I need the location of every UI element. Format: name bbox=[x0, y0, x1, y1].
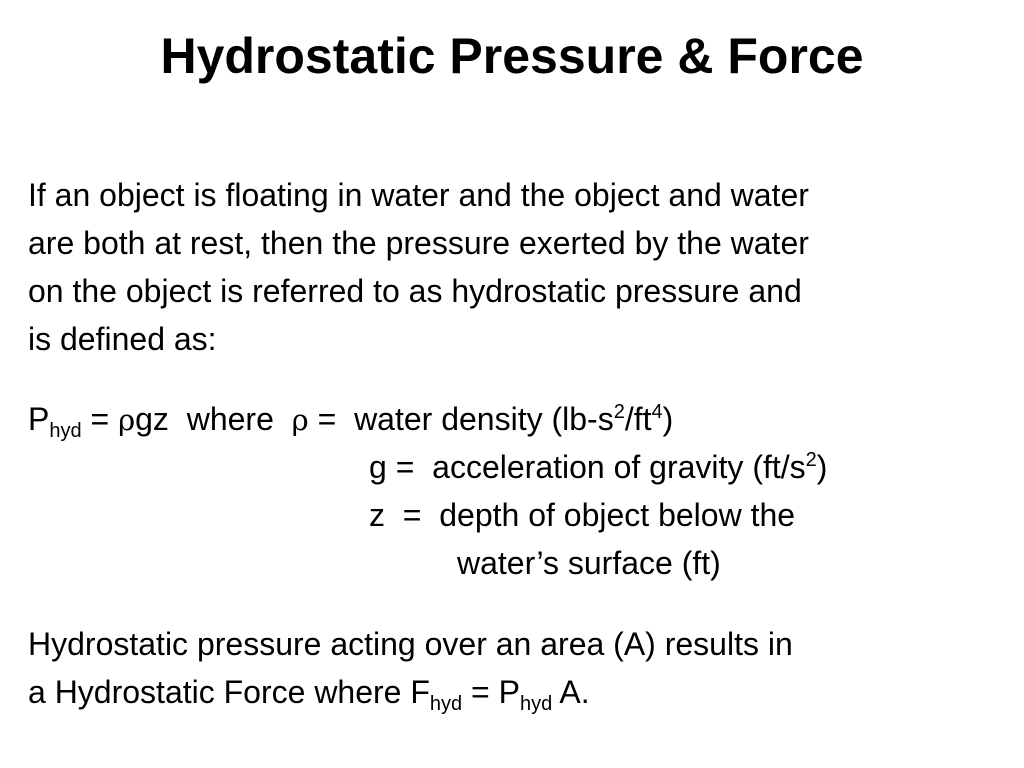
pressure-equation bbox=[28, 395, 673, 444]
intro-paragraph bbox=[28, 171, 809, 363]
g-definition bbox=[369, 443, 827, 491]
rho-symbol-definition: ρ bbox=[291, 403, 309, 437]
pressure-hyd-subscript: hyd bbox=[519, 693, 553, 715]
g-unit-close: ) bbox=[816, 449, 828, 485]
force-area: A. bbox=[552, 674, 590, 710]
intro-line-4: is defined as: bbox=[28, 321, 217, 357]
equation-gz-where: gz where bbox=[135, 401, 292, 437]
equation-p: P bbox=[28, 401, 50, 437]
equation-hyd-subscript: hyd bbox=[49, 420, 82, 442]
g-unit-exp: 2 bbox=[805, 449, 817, 471]
conclusion-line-1: Hydrostatic pressure acting over an area (A) results in bbox=[28, 626, 793, 662]
equation-equals: = bbox=[81, 401, 119, 437]
rho-unit-exp-2: 2 bbox=[613, 401, 625, 423]
conclusion-paragraph bbox=[28, 620, 793, 716]
force-equals-p: = P bbox=[462, 674, 520, 710]
intro-line-2: are both at rest, then the pressure exerted by the water bbox=[28, 225, 809, 261]
conclusion-line-2 bbox=[28, 668, 793, 716]
z-definition: z = depth of object below the bbox=[369, 497, 796, 533]
rho-symbol: ρ bbox=[118, 403, 136, 437]
rho-definition: = water density (lb-s bbox=[308, 401, 614, 437]
force-hyd-subscript: hyd bbox=[429, 693, 463, 715]
rho-unit-exp-4: 4 bbox=[651, 401, 663, 423]
slide-title: Hydrostatic Pressure & Force bbox=[160, 28, 864, 84]
force-text: a Hydrostatic Force where F bbox=[28, 674, 430, 710]
rho-unit-ft: /ft bbox=[624, 401, 652, 437]
g-definition-text: g = acceleration of gravity (ft/s bbox=[369, 449, 806, 485]
intro-line-3: on the object is referred to as hydrostatic pressure and bbox=[28, 273, 802, 309]
intro-line-1: If an object is floating in water and the object and water bbox=[28, 177, 809, 213]
rho-unit-close: ) bbox=[662, 401, 674, 437]
z-definition-continued: water’s surface (ft) bbox=[457, 545, 721, 581]
